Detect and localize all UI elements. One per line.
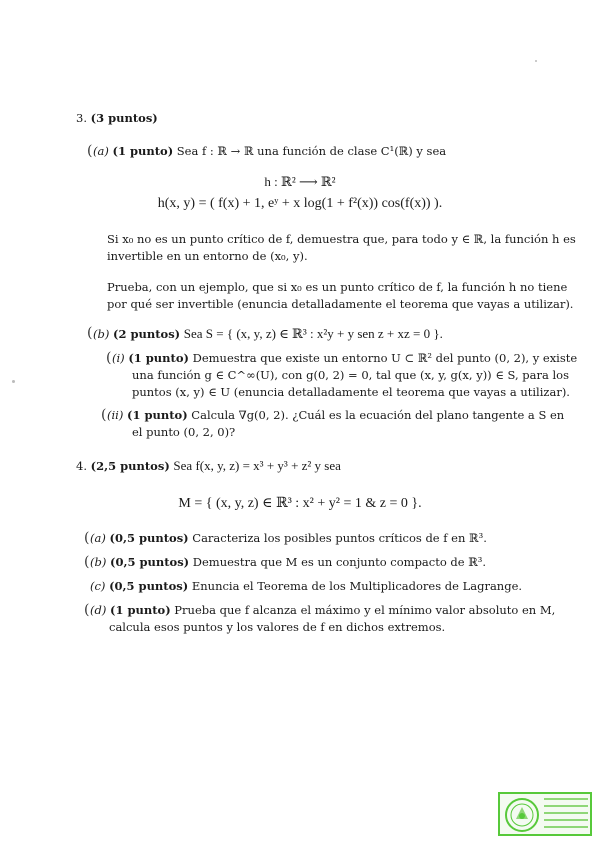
exercise-3b-points: (2 puntos) (113, 327, 181, 341)
exercise-3-number: 3. (76, 111, 87, 125)
scan-speck (12, 380, 15, 383)
handwritten-tick: ( (84, 554, 90, 570)
exercise-4d-line1 (90, 603, 555, 617)
exercise-4a-label: (a) (90, 531, 106, 545)
stamp-text-lines (544, 798, 588, 833)
handwritten-tick: ( (87, 143, 93, 159)
exercise-3b-statement (93, 326, 443, 342)
exercise-3b-ii-label: (ii) (107, 408, 124, 422)
exercise-3b-text: Sea S = { (x, y, z) ∈ ℝ³ : x²y + y sen z + xz = 0 }. (183, 326, 443, 341)
exercise-4d-points: (1 punto) (110, 603, 171, 617)
exercise-3a-points: (1 punto) (112, 144, 174, 158)
exercise-4c-label: (c) (90, 579, 106, 593)
exercise-4b-text: Demuestra que M es un conjunto compacto de ℝ³. (192, 555, 487, 569)
exercise-4a-points: (0,5 puntos) (109, 531, 189, 545)
exercise-3a-statement (93, 144, 446, 158)
university-seal-stamp (498, 792, 592, 836)
handwritten-tick: ( (106, 350, 112, 366)
seal-icon (504, 797, 540, 833)
exercise-4b-label: (b) (90, 555, 107, 569)
handwritten-tick: ( (84, 530, 90, 546)
exercise-3b-ii-text: Calcula ∇g(0, 2). ¿Cuál es la ecuación del plano tangente a S en (191, 408, 565, 422)
exercise-3b-i-points: (1 punto) (128, 351, 189, 365)
handwritten-tick: ( (101, 407, 107, 423)
exercise-4-header (76, 458, 341, 474)
exercise-4c (90, 579, 522, 593)
exercise-4c-text: Enuncia el Teorema de los Multiplicadores de Lagrange. (191, 579, 523, 593)
exercise-3a-map-line: h : ℝ² ⟶ ℝ² (264, 174, 336, 189)
exercise-4c-points: (0,5 puntos) (109, 579, 189, 593)
handwritten-tick: ( (84, 602, 90, 618)
exercise-3b-label: (b) (93, 327, 110, 341)
exercise-3b-ii-line2: el punto (0, 2, 0)? (132, 425, 236, 439)
exercise-3a-para2-line2: por qué ser invertible (enuncia detalladamente el teorema que vayas a utilizar). (107, 297, 574, 311)
exercise-4d-line2: calcula esos puntos y los valores de f en dichos extremos. (109, 620, 446, 634)
exercise-4a (90, 531, 487, 545)
exercise-3a-para1-line1: Si x₀ no es un punto crítico de f, demuestra que, para todo y ∈ ℝ, la función h es (107, 232, 576, 246)
exercise-4-formula: M = { (x, y, z) ∈ ℝ³ : x² + y² = 1 & z = 0 }. (178, 496, 422, 511)
exercise-4-points: (2,5 puntos) (90, 459, 170, 473)
exercise-3a-para2-line1: Prueba, con un ejemplo, que si x₀ es un punto crítico de f, la función h no tiene (107, 280, 568, 294)
exercise-4a-text: Caracteriza los posibles puntos críticos de f en ℝ³. (192, 531, 487, 545)
exercise-3a-para1-line2: invertible en un entorno de (x₀, y). (107, 249, 308, 263)
exercise-3a-label: (a) (93, 144, 109, 158)
exercise-4b (90, 555, 486, 569)
exercise-3-header (76, 111, 158, 125)
exercise-3a-text: Sea f : ℝ → ℝ una función de clase C¹(ℝ) y sea (176, 144, 447, 158)
exercise-3a-formula: h(x, y) = ( f(x) + 1, eʸ + x log(1 + f²(x)) cos(f(x)) ). (157, 196, 443, 211)
exercise-3b-i-line1 (112, 351, 577, 365)
exercise-3b-i-line2: una función g ∈ C^∞(U), con g(0, 2) = 0, tal que (x, y, g(x, y)) ∈ S, para los (132, 368, 570, 382)
exercise-3b-ii-points: (1 punto) (127, 408, 188, 422)
exercise-4-text: Sea f(x, y, z) = x³ + y³ + z² y sea (173, 458, 341, 473)
exercise-3-points: (3 puntos) (90, 111, 158, 125)
exercise-3b-i-text: Demuestra que existe un entorno U ⊂ ℝ² del punto (0, 2), y existe (192, 351, 578, 365)
exercise-4d-label: (d) (90, 603, 107, 617)
handwritten-tick: ( (87, 325, 93, 341)
exercise-3b-i-line3: puntos (x, y) ∈ U (enuncia detalladamente el teorema que vayas a utilizar). (132, 385, 570, 399)
scan-speck (535, 60, 537, 62)
exercise-4-number: 4. (76, 459, 87, 473)
exercise-4b-points: (0,5 puntos) (110, 555, 190, 569)
exercise-4d-text: Prueba que f alcanza el máximo y el mínimo valor absoluto en M, (174, 603, 556, 617)
exercise-3b-i-label: (i) (112, 351, 125, 365)
exercise-3b-ii-line1 (107, 408, 564, 422)
